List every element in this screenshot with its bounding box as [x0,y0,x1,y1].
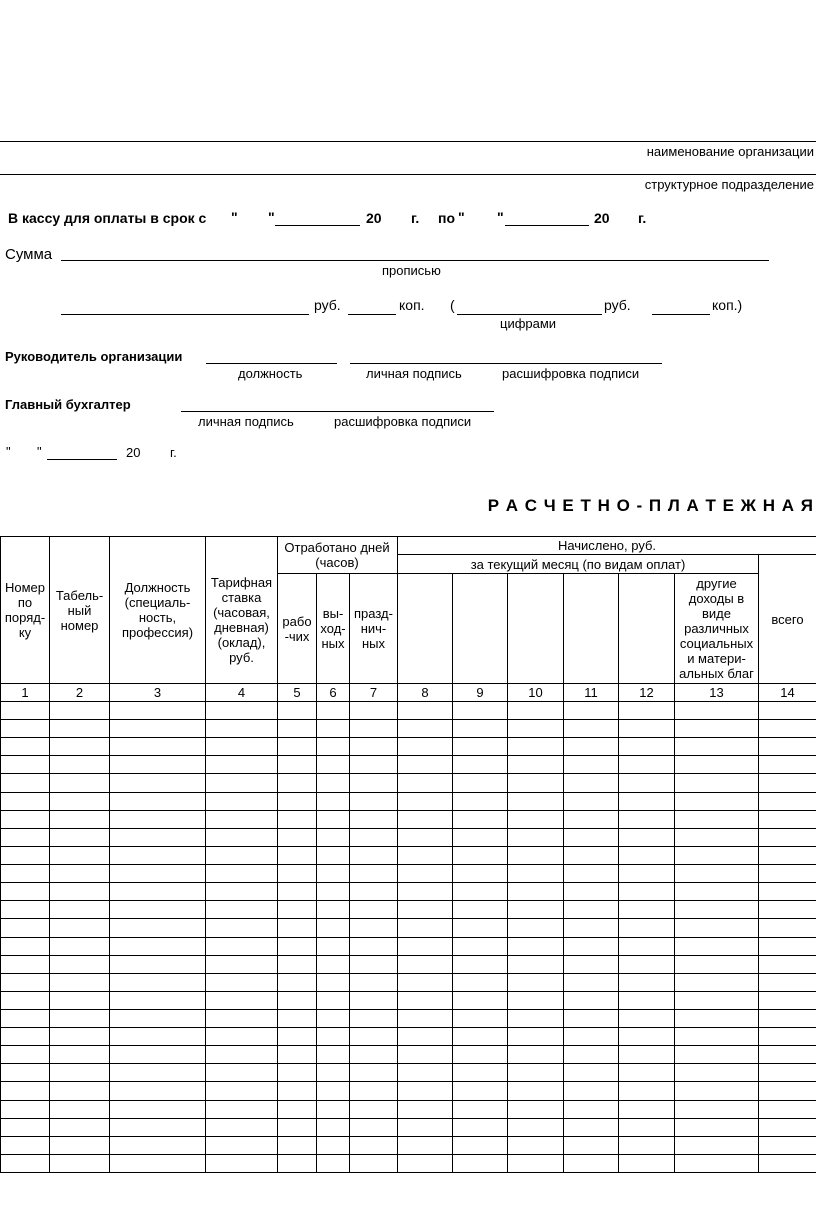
date-month-field[interactable] [47,459,117,460]
table-row[interactable] [0,1172,816,1173]
column-number: 5 [293,685,301,700]
header-tariff-rate: Тарифная ставка (часовая, дневная) (оклад), руб. [210,574,273,665]
table-row[interactable] [0,918,816,919]
payment-period-label: В кассу для оплаты в срок с [8,210,207,226]
head-signature-field[interactable] [350,363,662,364]
column-number: 9 [476,685,484,700]
column-number: 8 [421,685,429,700]
column-number: 13 [709,685,724,700]
header-worked-group: Отработано дней (часов) [284,540,390,570]
table-row[interactable] [0,882,816,883]
table-row[interactable] [0,773,816,774]
header-weekend-days: вы-ход-ных [320,606,346,651]
sum-label: Сумма [5,246,53,263]
head-signature-caption: личная подпись [366,366,462,381]
table-row[interactable] [0,973,816,974]
table-row[interactable] [0,1136,816,1137]
header-personnel-number: Табель-ный номер [55,587,104,633]
table-row[interactable] [0,719,816,720]
month-from-field[interactable] [275,225,360,226]
header-holiday-days: празд-нич-ных [354,606,393,651]
rub-label-2: руб. [604,297,631,313]
table-row[interactable] [0,828,816,829]
year-from-label: 20 [366,210,382,226]
rubles-digits-field[interactable] [457,314,602,315]
column-number: 4 [237,685,246,700]
number-row-divider [0,701,816,702]
table-row[interactable] [0,755,816,756]
quote-open-1: " [231,209,238,225]
accountant-signature-caption: личная подпись [198,414,294,429]
department-line[interactable] [0,174,816,175]
table-col-divider [397,536,398,1172]
column-number: 11 [584,685,598,700]
column-number: 14 [780,685,795,700]
table-row[interactable] [0,737,816,738]
month-to-field[interactable] [505,225,589,226]
table-row[interactable] [0,1154,816,1155]
table-row[interactable] [0,1081,816,1082]
table-row[interactable] [0,1063,816,1064]
accountant-label: Главный бухгалтер [5,397,131,412]
payroll-table [0,536,816,1176]
document-title: Р А С Ч Е Т Н О - П Л А Т Е Ж Н А Я [487,496,814,515]
table-col-divider [563,573,564,1172]
to-label: по [438,210,456,226]
organization-name-line[interactable] [0,141,816,142]
paren-open: ( [450,297,455,313]
column-number: 10 [528,685,543,700]
rubles-field[interactable] [61,314,309,315]
kopecks-field[interactable] [348,314,396,315]
table-row[interactable] [0,1118,816,1119]
header-row-number: Номер по поряд-ку [4,580,46,640]
organization-name-caption: наименование организации [646,144,814,159]
sum-in-words-caption: прописью [382,263,441,278]
head-label: Руководитель организации [5,349,183,364]
year-from-suffix: г. [411,210,420,226]
table-col-divider [452,573,453,1172]
table-row[interactable] [0,991,816,992]
table-row[interactable] [0,846,816,847]
date-year: 20 [126,445,141,460]
head-position-field[interactable] [206,363,337,364]
kop-label: коп. [399,297,425,313]
year-to-suffix: г. [638,210,647,226]
table-row[interactable] [0,1027,816,1028]
column-number: 2 [75,685,84,700]
table-row[interactable] [0,810,816,811]
column-number: 7 [369,685,378,700]
column-number: 3 [153,685,162,700]
accountant-decoding-caption: расшифровка подписи [334,414,472,429]
head-decoding-caption: расшифровка подписи [502,366,640,381]
column-number: 1 [21,685,29,700]
year-to-label: 20 [594,210,610,226]
head-position-caption: должность [238,366,303,381]
header-accrued-group: Начислено, руб. [557,538,657,553]
table-row[interactable] [0,1009,816,1010]
column-number: 6 [329,685,337,700]
header-total: всего [771,611,804,627]
header-current-month-group: за текущий месяц (по видам оплат) [470,556,686,572]
digits-caption: цифрами [500,316,557,331]
quote-close-2: " [497,209,504,225]
quote-open-2: " [458,209,465,225]
table-col-divider [618,573,619,1172]
date-quote-close: " [37,444,42,459]
rub-label: руб. [314,297,341,313]
table-row[interactable] [0,937,816,938]
table-row[interactable] [0,1100,816,1101]
quote-close-1: " [268,209,275,225]
sum-in-words-field[interactable] [61,260,769,261]
table-row[interactable] [0,955,816,956]
column-number: 12 [639,685,654,700]
accountant-signature-field[interactable] [181,411,494,412]
date-quote-open: " [6,444,11,459]
header-other-income: другие доходы в виде различных социальных и матери-альных благ [679,576,754,681]
table-row[interactable] [0,900,816,901]
table-row[interactable] [0,864,816,865]
department-caption: структурное подразделение [644,177,814,192]
table-col-divider [507,573,508,1172]
kopecks-digits-field[interactable] [652,314,710,315]
header-working-days: рабо -чих [282,613,312,644]
kop-label-2: коп.) [712,297,743,313]
table-row[interactable] [0,1045,816,1046]
table-row[interactable] [0,792,816,793]
date-year-suffix: г. [170,445,177,460]
header-position: Должность (специаль-ность, профессия) [121,580,194,640]
